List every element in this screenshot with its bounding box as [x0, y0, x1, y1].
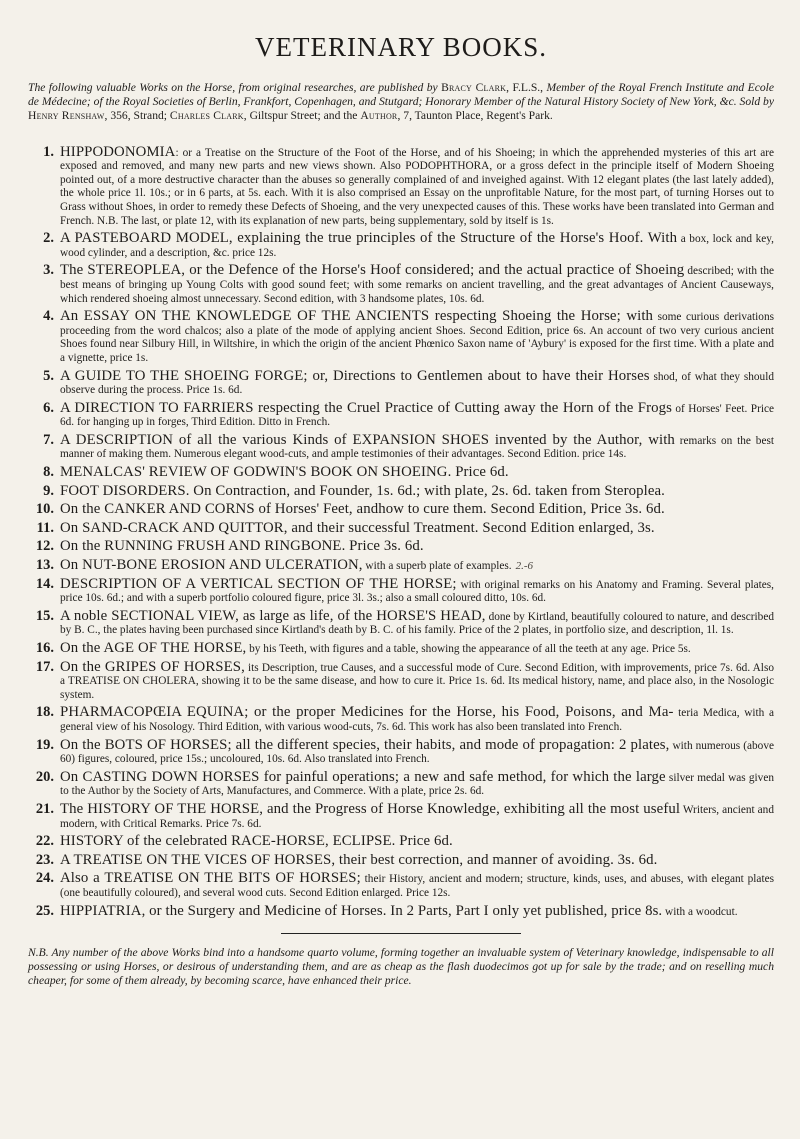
closing-note: N.B. Any number of the above Works bind into a handsome quarto volume, forming together an invaluable system of Veterinary knowledge, indispensable to all possessing or using Horses, or desirous of understanding them, and are as cheap as the flash duodecimos got up for sale by the trade; and on reselling much cheaper, for some of them already, by becoming scarce, have enhanced their price. [28, 946, 774, 988]
work-entry [28, 800, 774, 831]
seller-name-1: Henry Renshaw [28, 109, 105, 123]
work-description: with a superb plate of examples. [362, 560, 512, 573]
work-description: remarks on the best manner of making them. Numerous elegant wood-cuts, and ample testimonies of their advantages. Second Edition. price 14s. [60, 434, 774, 461]
work-heading: Also a TREATISE ON THE BITS OF HORSES; [60, 870, 361, 887]
work-entry [28, 399, 774, 430]
work-entry [28, 835, 774, 850]
work-number: 7. [43, 431, 54, 448]
work-heading: The HISTORY OF THE HORSE, and the Progress of Horse Knowledge, exhibiting all the most useful [60, 800, 681, 817]
work-heading: A noble SECTIONAL VIEW, as large as life, of the HORSE'S HEAD, [60, 607, 486, 624]
work-entry [28, 264, 774, 306]
work-heading: HIPPODONOMIA [60, 143, 176, 160]
work-heading: An ESSAY ON THE KNOWLEDGE OF THE ANCIENTS respecting Shoeing the Horse; with [60, 308, 654, 325]
work-description: with numerous (above 60) figures, coloured, price 15s.; uncoloured, 10s. 6d. Also translated into French. [60, 739, 774, 766]
work-number: 14. [35, 575, 54, 592]
work-number: 24. [35, 870, 54, 887]
work-entry [28, 736, 774, 767]
work-description: shod, of what they should observe during the process. Price 1s. 6d. [60, 370, 774, 397]
seller-name-2: Charles Clark [169, 109, 244, 123]
intro-text-3: Member of the Royal French Institute and Ecole de Médecine; of the Royal Societies of Berlin, Frankfort, Copenhagen, and Stutgard; Honorary Member of the Natural History Society of New York, &c. Sold by [28, 81, 775, 109]
work-number: 6. [43, 399, 54, 416]
work-number: 11. [36, 519, 54, 536]
work-number: 5. [43, 367, 54, 384]
work-description: their History, ancient and modern; structure, kinds, uses, and abuses, with elegant plates (one beautifully coloured), and several wood cuts. Second Edition enlarged. Price 12s. [60, 873, 774, 899]
work-number: 16. [35, 640, 54, 657]
work-heading: A DESCRIPTION of all the various Kinds of EXPANSION SHOES invented by the Author, with [60, 431, 675, 448]
works-list [28, 143, 774, 920]
work-entry [28, 232, 774, 260]
work-entry [28, 143, 774, 229]
page-title: VETERINARY BOOKS. [254, 32, 547, 62]
work-heading: A TREATISE ON THE VICES OF HORSES, their best correction, and manner of avoiding. 3s. 6d. [60, 851, 658, 868]
work-entry [28, 431, 774, 462]
work-description: with a woodcut. [662, 905, 738, 918]
divider-rule [281, 933, 521, 934]
work-description: its Description, true Causes, and a successful mode of Cure. Second Edition, with improvements, price 7s. 6d. Also a TREATISE ON CHOLERA, showing it to be the same disease, and how to cure it. Price 1s. 6d. Its medical history, name, and place also, in the Nosologic system. [60, 661, 774, 701]
work-heading: On the RUNNING FRUSH AND RINGBONE. Price 3s. 6d. [60, 538, 424, 555]
work-heading: On NUT-BONE EROSION AND ULCERATION, [60, 557, 363, 574]
work-entry [28, 519, 774, 537]
intro-text-5: , Giltspur Street; and the [243, 109, 361, 123]
work-number: 9. [43, 482, 54, 499]
work-number: 25. [35, 902, 54, 919]
intro-text-6: , 7, Taunton Place, Regent's Park. [397, 109, 553, 123]
work-entry [28, 559, 774, 574]
work-entry [28, 851, 774, 869]
work-heading: PHARMACOPŒIA EQUINA; or the proper Medicines for the Horse, his Food, Poisons, and Ma- [60, 704, 674, 721]
work-entry [28, 872, 774, 900]
work-description: teria Medica, with a general view of his Nosology. Third Edition, with various wood-cuts, 7s. 6d. This work has also been translated into French. [60, 707, 774, 733]
work-description: by his Teeth, with figures and a table, showing the appearance of all the teeth at any age. Price 5s. [246, 643, 691, 656]
work-number: 13. [35, 557, 54, 574]
work-entry [28, 768, 774, 799]
work-number: 3. [43, 262, 54, 279]
work-number: 19. [35, 736, 54, 753]
work-number: 12. [35, 538, 54, 555]
work-entry [28, 466, 774, 481]
work-heading: On the GRIPES OF HORSES, [60, 658, 245, 675]
work-description: : or a Treatise on the Structure of the Foot of the Horse, and of his Shoeing; in which the apprehended mysteries of this art are exposed and removed, and many new parts and new views shown. Also PODOPHTHORA, or a gross defect in the principle itself of Modern Shoeing pointed out, of a more destructive character than the abuses so generally complained of and inveighed against. With 12 elegant plates (the last lately added), the whole price 1l. 10s.; or in 6 parts, at 5s. each. With it is also comprised an Essay on the unprofitable Nature, for the most part, of turning Horses out to Grass without Shoes, in order to remedy these Defects of Shoeing, and the very unexpected causes of this. These works have been translated into German and French. N.B. The last, or plate 12, with its explanation of new parts, being supplementary, sold by itself is 1s. [60, 146, 774, 227]
work-heading: HISTORY of the celebrated RACE-HORSE, ECLIPSE. Price 6d. [60, 833, 453, 850]
work-entry [28, 540, 774, 555]
work-number: 18. [35, 704, 54, 721]
work-number: 10. [35, 501, 54, 518]
work-heading: On SAND-CRACK AND QUITTOR, and their successful Treatment. Second Edition enlarged, 3s. [60, 519, 655, 536]
work-description: with original remarks on his Anatomy and Framing. Several plates, price 10s. 6d.; and with a superb portfolio coloured figure, price 3l. 3s.; also a small coloured ditto, 10s. 6d. [60, 578, 774, 605]
seller-name-3: Author [360, 109, 398, 123]
work-number: 2. [43, 230, 54, 247]
work-entry [28, 503, 774, 518]
work-heading: FOOT DISORDERS. On Contraction, and Founder, 1s. 6d.; with plate, 2s. 6d. taken from Steroplea. [60, 482, 665, 499]
work-entry [28, 310, 774, 365]
work-number: 21. [35, 800, 54, 817]
work-heading: On the AGE OF THE HORSE, [60, 640, 247, 657]
work-number: 15. [35, 607, 54, 624]
work-entry [28, 658, 774, 703]
work-heading: On the CANKER AND CORNS of Horses' Feet, andhow to cure them. Second Edition, Price 3s. 6d. [60, 501, 665, 518]
work-heading: A DIRECTION TO FARRIERS respecting the Cruel Practice of Cutting away the Horn of the Frogs [60, 399, 672, 416]
work-description: of Horses' Feet. Price 6d. for hanging up in forges, Third Edition. Ditto in French. [60, 402, 774, 429]
work-number: 17. [35, 658, 54, 675]
work-description: silver medal was given to the Author by the Society of Arts, Manufactures, and Commerce. With a plate, price 2s. 6d. [60, 771, 774, 798]
work-number: 23. [35, 851, 54, 868]
work-description: a box, lock and key, wood cylinder, and a description, &c. price 12s. [60, 233, 774, 259]
work-heading: DESCRIPTION OF A VERTICAL SECTION OF THE HORSE; [60, 575, 457, 592]
work-heading: On the BOTS OF HORSES; all the different species, their habits, and mode of propagation: 2 plates, [60, 736, 670, 753]
work-entry [28, 367, 774, 398]
intro-text-4: , 356, Strand; [104, 109, 170, 123]
work-heading: HIPPIATRIA, or the Surgery and Medicine of Horses. In 2 Parts, Part I only yet published, price 8s. [60, 902, 663, 919]
work-description: Writers, ancient and modern, with Critical Remarks. Price 7s. 6d. [60, 803, 774, 830]
work-entry [28, 482, 774, 500]
intro-text-1: The following valuable Works on the Horse, from original researches, are published by [28, 81, 442, 94]
work-entry [28, 575, 774, 606]
work-entry [28, 642, 774, 657]
intro-text-2: , F.L.S., [506, 81, 547, 94]
work-entry [28, 607, 774, 638]
handwritten-annotation: 2.-6 [515, 560, 534, 573]
work-number: 4. [43, 308, 54, 325]
work-heading: The STEREOPLEA, or the Defence of the Horse's Hoof considered; and the actual practice of Shoeing [60, 262, 685, 279]
work-description: described; with the best means of bringing up Young Colts with good sound feet; with some remarks on ancient travelling, and the great advantages of Ancient Causeways, which rendered shoeing almost unnecessary. Second edition, with 3 handsome plates, 10s. 6d. [60, 265, 774, 305]
work-entry [28, 902, 774, 920]
work-number: 8. [43, 464, 54, 481]
work-description: done by Kirtland, beautifully coloured to nature, and described by B. C., the plates having been purchased since Kirtland's death by B. C. of his family. Price of the 2 plates, in portfolio size, and description, 1l. 1s. [60, 610, 774, 637]
work-heading: On CASTING DOWN HORSES for painful operations; a new and safe method, for which the large [60, 768, 666, 785]
author-name: Bracy Clark [441, 81, 507, 94]
work-number: 22. [35, 833, 54, 850]
work-heading: MENALCAS' REVIEW OF GODWIN'S BOOK ON SHOEING. Price 6d. [60, 464, 509, 481]
work-heading: A GUIDE TO THE SHOEING FORGE; or, Directions to Gentlemen about to have their Horses [60, 367, 650, 384]
work-entry [28, 706, 774, 734]
work-description: some curious derivations proceeding from the word chalcos; also a plate of the mode of applying ancient Shoes. Second Edition, price 6s. An account of two very curious ancient Shoes found near Silbury Hill, in Wiltshire, in which the origin of the ancient Phœnico Saxon name of 'Aybury' is exposed for the first time. With a plate and a vignette, price 1s. [60, 311, 774, 364]
work-number: 1. [43, 143, 54, 160]
work-number: 20. [35, 768, 54, 785]
work-heading: A PASTEBOARD MODEL, explaining the true principles of the Structure of the Horse's Hoof. With [60, 230, 678, 247]
intro-paragraph [28, 81, 774, 124]
